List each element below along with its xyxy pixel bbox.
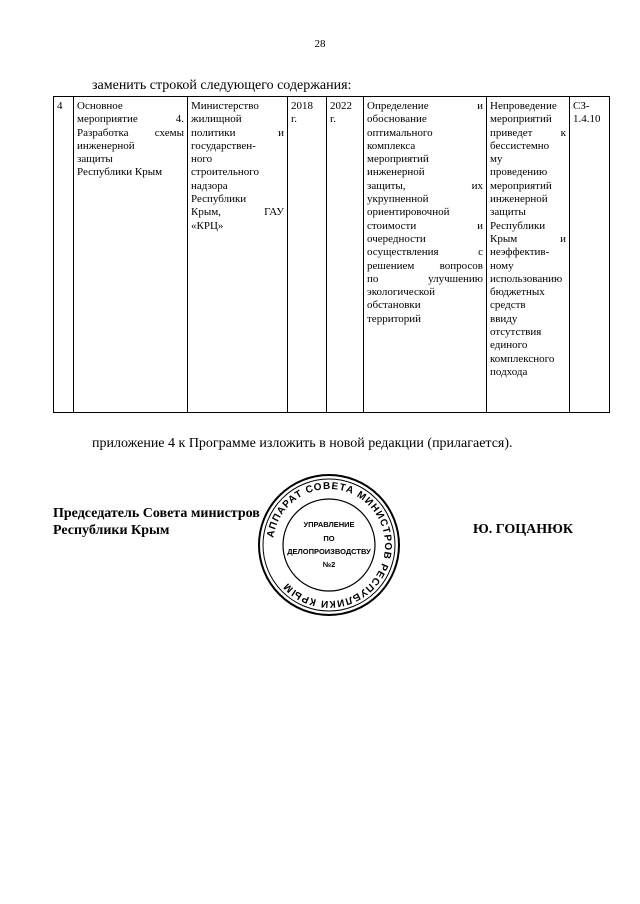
consequence-line: отсутствия: [490, 326, 542, 339]
result-cell: [364, 97, 487, 413]
result-line: ориентировочной: [367, 206, 450, 219]
result-line: обстановки: [367, 299, 421, 312]
consequence-line: подхода: [490, 365, 528, 378]
executor-line: ного: [191, 153, 213, 166]
signer-title-line1: Председатель Совета министров: [53, 506, 260, 521]
consequence-line: комплексного: [490, 352, 555, 365]
row-number-cell: [54, 97, 74, 413]
official-seal-stamp: [254, 470, 404, 620]
executor-line: строительного: [191, 166, 260, 179]
measures-table: [53, 96, 610, 413]
consequence-line: инженерной: [490, 193, 548, 206]
measure-line: защиты: [77, 153, 113, 166]
result-line: решением вопросов: [367, 259, 483, 272]
consequence-cell: [487, 97, 570, 413]
table-row: [54, 97, 610, 413]
result-line: территорий: [367, 312, 422, 325]
result-line: мероприятий: [367, 153, 429, 166]
end-year-cell: [327, 97, 364, 413]
executor-line: надзора: [191, 179, 228, 192]
start-year-suffix: г.: [291, 113, 298, 126]
executor-line: государствен-: [191, 139, 256, 152]
result-line: инженерной: [367, 166, 425, 179]
executor-cell: [188, 97, 288, 413]
executor-line: политики и: [191, 126, 284, 139]
row-number: 4: [57, 100, 63, 112]
measure-line: Основное: [77, 100, 123, 112]
seal-ring-text: АППАРАТ СОВЕТА МИНИСТРОВ РЕСПУБЛИКИ КРЫМ: [265, 480, 394, 610]
measure-cell: [74, 97, 188, 413]
outro-text: приложение 4 к Программе изложить в новой редакции (прилагается).: [92, 436, 513, 451]
start-year: 2018: [291, 100, 313, 112]
executor-line: жилищной: [191, 113, 242, 126]
result-line: Определение и: [367, 100, 483, 112]
page-number: 28: [314, 38, 326, 50]
consequence-line: мероприятий: [490, 179, 552, 192]
consequence-line: средств: [490, 299, 526, 312]
seal-center-line: ПО: [323, 534, 335, 543]
consequence-line: ввиду: [490, 312, 518, 325]
consequence-line: бюджетных: [490, 286, 545, 299]
consequence-line: Республики: [490, 219, 546, 232]
result-line: укрупненной: [367, 193, 429, 206]
measure-line: мероприятие 4.: [77, 113, 184, 126]
consequence-line: Непроведение: [490, 100, 557, 112]
result-line: защиты, их: [367, 179, 483, 192]
seal-outer-ring: [259, 475, 399, 615]
signer-title-line2: Республики Крым: [53, 523, 170, 538]
consequence-line: му: [490, 153, 503, 166]
result-line: очередности: [367, 232, 426, 245]
result-line: обоснование: [367, 113, 427, 126]
executor-line: «КРЦ»: [191, 219, 224, 232]
consequence-line: Крым и: [490, 232, 566, 245]
result-line: комплекса: [367, 139, 416, 152]
consequence-line: ному: [490, 259, 514, 272]
executor-line: Министерство: [191, 100, 259, 112]
consequence-line: использованию: [490, 272, 563, 285]
seal-inner-ring: [283, 499, 375, 591]
consequence-line: неэффектив-: [490, 246, 550, 259]
code-line: СЗ-: [573, 100, 590, 112]
result-line: экологической: [367, 286, 435, 299]
consequence-line: приведет к: [490, 126, 566, 139]
intro-text: заменить строкой следующего содержания:: [92, 78, 352, 93]
consequence-line: проведению: [490, 166, 548, 179]
seal-center-line: ДЕЛОПРОИЗВОДСТВУ: [287, 547, 371, 556]
result-line: осуществления с: [367, 246, 483, 259]
consequence-line: мероприятий: [490, 113, 552, 126]
consequence-line: бессистемно: [490, 139, 550, 152]
signer-title: [53, 505, 260, 539]
code-line: 1.4.10: [573, 113, 601, 126]
code-cell: [570, 97, 610, 413]
measure-line: инженерной: [77, 139, 135, 152]
result-line: стоимости и: [367, 219, 483, 232]
signer-name: Ю. ГОЦАНЮК: [473, 522, 574, 537]
start-year-cell: [288, 97, 327, 413]
seal-center-line: №2: [322, 560, 336, 569]
result-line: по улучшению: [367, 272, 483, 285]
seal-center-line: УПРАВЛЕНИЕ: [303, 520, 355, 529]
measure-line: Республики Крым: [77, 166, 163, 179]
consequence-line: единого: [490, 339, 528, 352]
executor-line: Республики: [191, 193, 247, 206]
end-year: 2022: [330, 100, 352, 112]
executor-line: Крым, ГАУ: [191, 206, 284, 219]
consequence-line: защиты: [490, 206, 526, 219]
end-year-suffix: г.: [330, 113, 337, 126]
result-line: оптимального: [367, 126, 433, 139]
measure-line: Разработка схемы: [77, 126, 184, 139]
seal-center-text: [287, 520, 371, 569]
